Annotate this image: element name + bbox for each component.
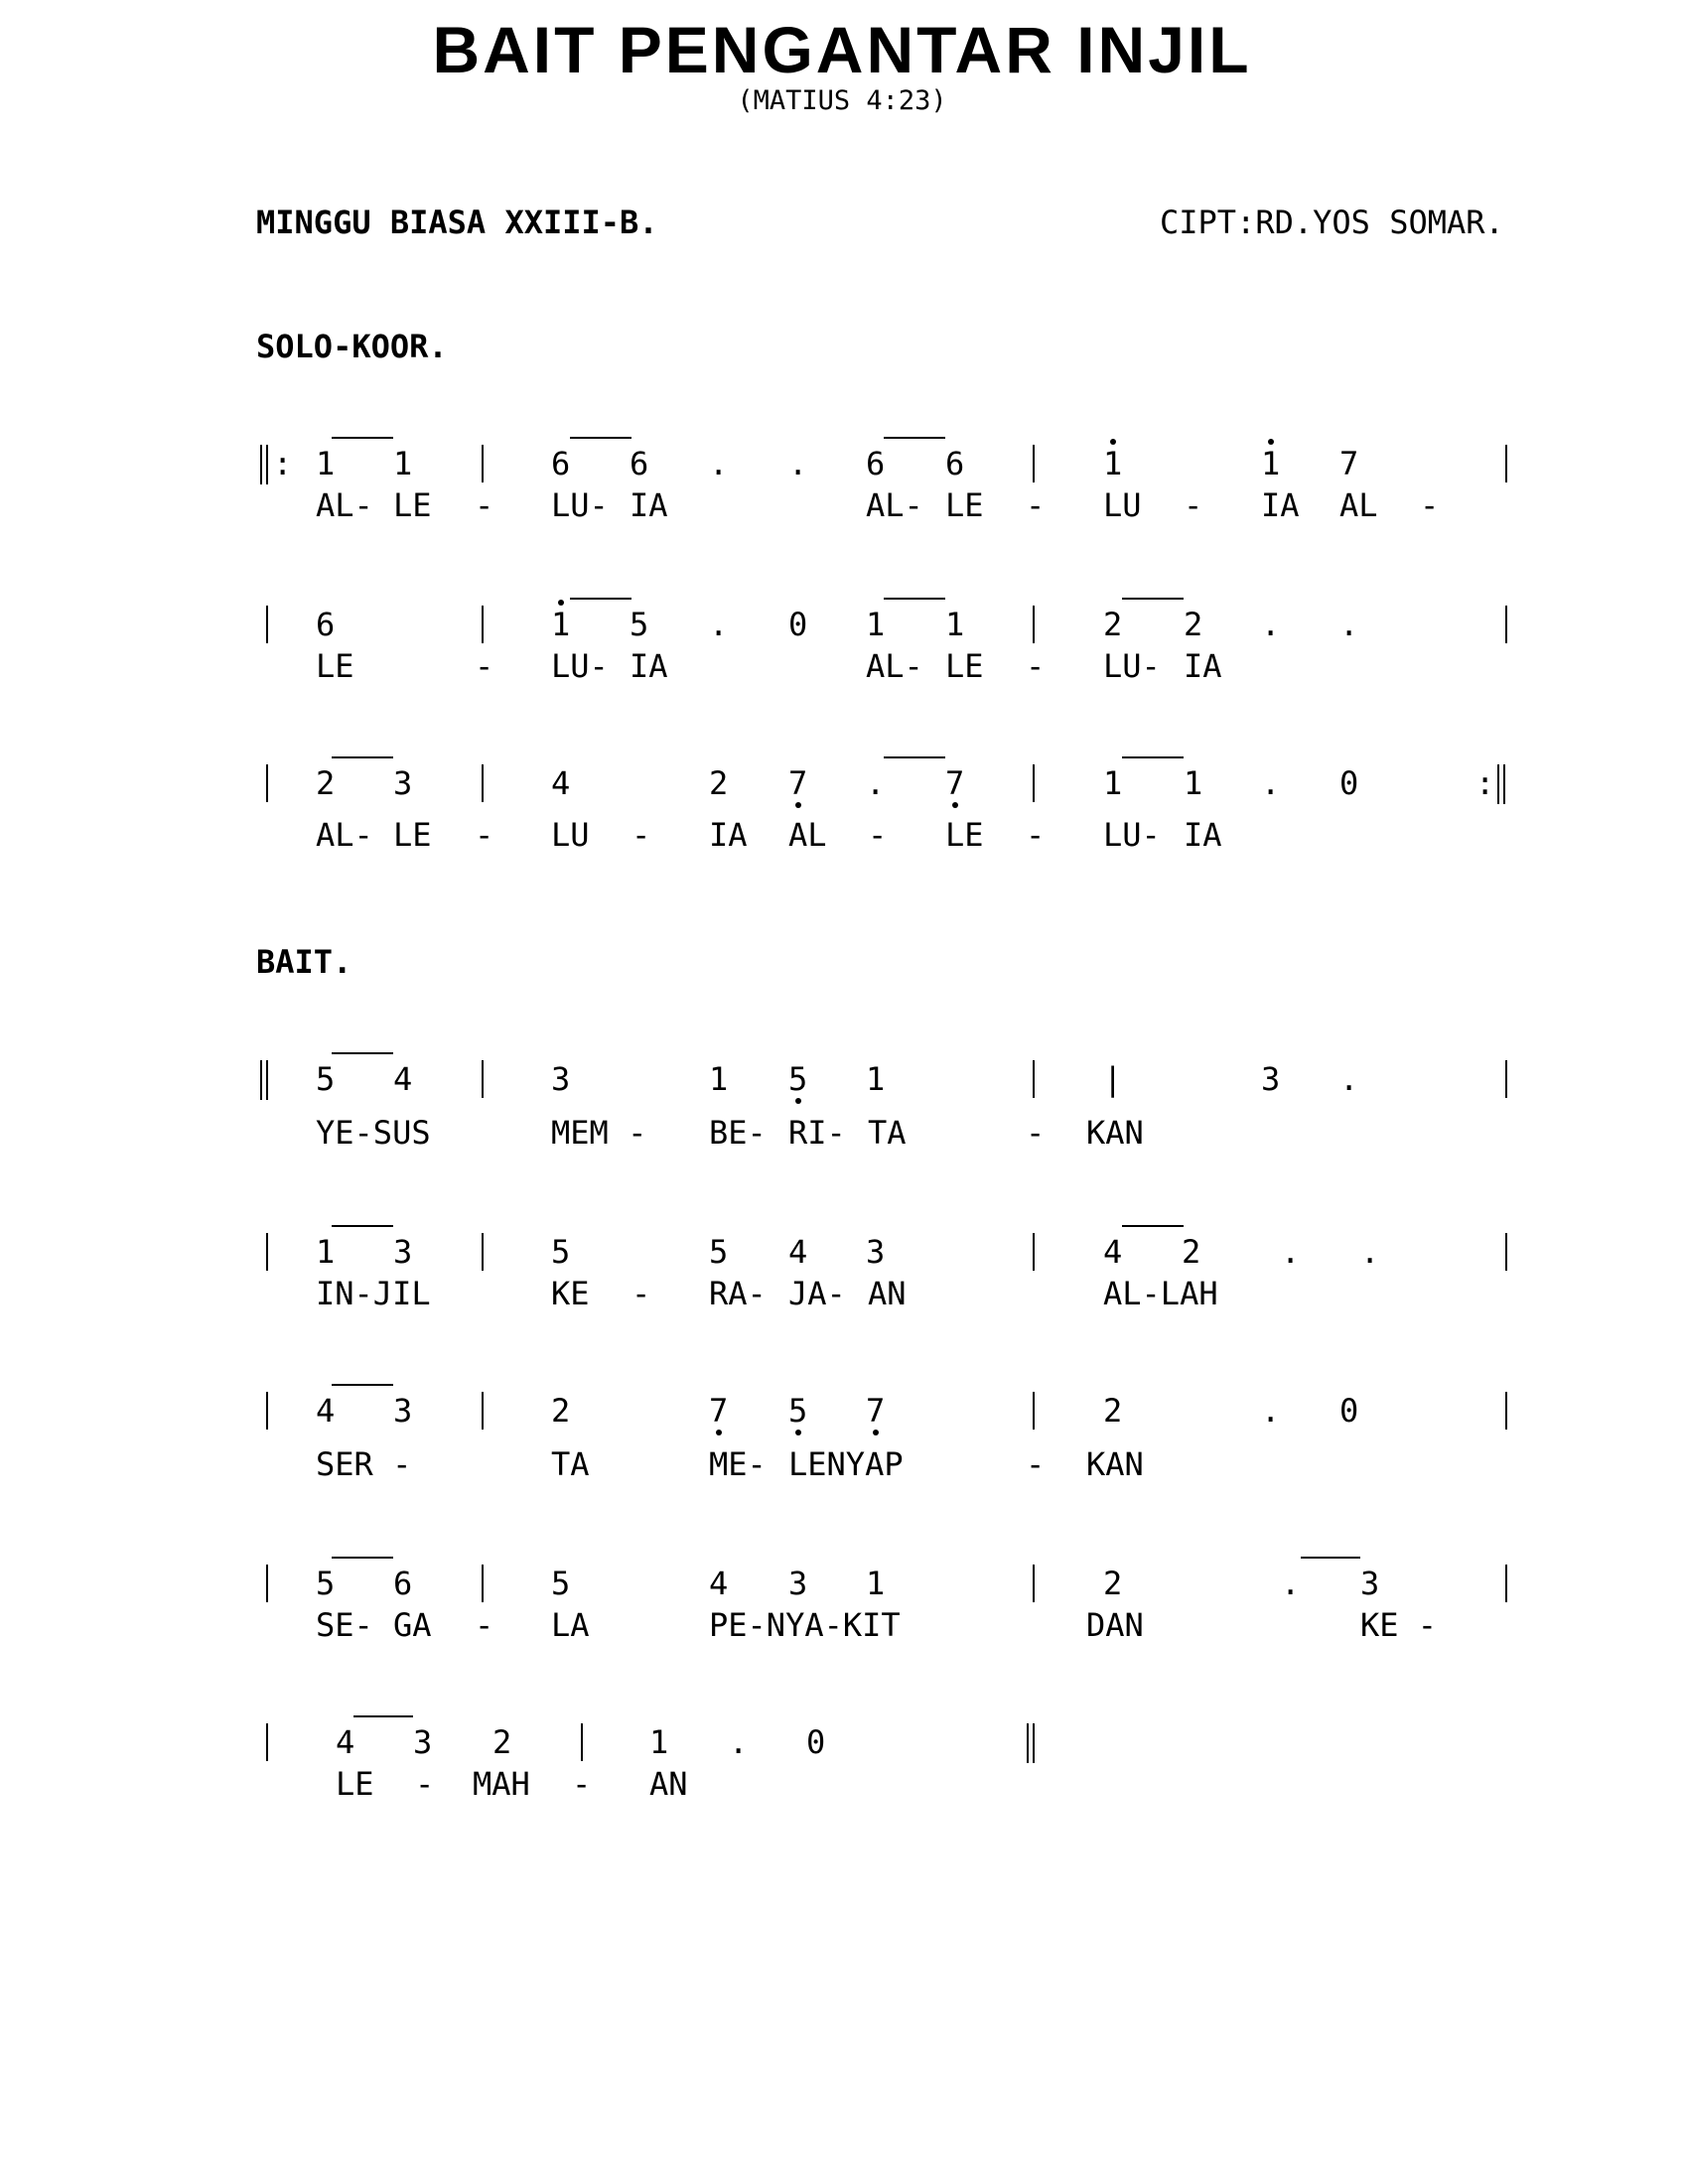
lyric: -: [1420, 486, 1440, 524]
scripture-reference: (MATIUS 4:23): [737, 85, 947, 116]
note: 1: [551, 606, 571, 643]
note: 0: [788, 606, 808, 643]
note: 4: [316, 1392, 336, 1430]
note: 6: [316, 606, 336, 643]
note: 4: [1103, 1233, 1123, 1271]
note: 5: [551, 1565, 571, 1602]
note: 4: [336, 1723, 355, 1761]
note: .: [1339, 1060, 1359, 1098]
lyric: -: [1026, 647, 1046, 685]
note: 4: [393, 1060, 413, 1098]
barline: [266, 1723, 268, 1761]
lyric: LENYAP: [788, 1445, 904, 1483]
beam: [884, 598, 945, 600]
note: 2: [1103, 1392, 1123, 1430]
barline: [266, 606, 268, 643]
barline: [581, 1723, 583, 1761]
lyric: AL-: [316, 816, 373, 854]
barline: [482, 764, 484, 802]
note: .: [1261, 1392, 1281, 1430]
beam: [1122, 598, 1184, 600]
barline: [1033, 1392, 1035, 1430]
barline: [482, 1565, 484, 1602]
lyric: AL: [788, 816, 827, 854]
note: 1: [649, 1723, 669, 1761]
barline: [1505, 1060, 1507, 1098]
repeat-start-barline: [260, 445, 268, 484]
low-octave-dot: [716, 1430, 722, 1435]
lyric: IA: [1184, 816, 1222, 854]
lyric: DAN: [1086, 1606, 1144, 1644]
lyric: -: [475, 816, 494, 854]
note: 4: [788, 1233, 808, 1271]
note: 1: [866, 606, 886, 643]
barline: [266, 1233, 268, 1271]
note: 7: [866, 1392, 886, 1430]
repeat-end-barline: [1497, 764, 1505, 804]
lyric: MEM -: [551, 1114, 647, 1152]
note: .: [1281, 1565, 1301, 1602]
lyric: LU-: [551, 486, 609, 524]
beam: [884, 756, 945, 758]
occasion-label: MINGGU BIASA XXIII-B.: [256, 204, 658, 241]
note: 2: [1103, 1565, 1123, 1602]
note: 5: [551, 1233, 571, 1271]
barline: [482, 606, 484, 643]
note: 7: [1339, 445, 1359, 482]
barline: [482, 1060, 484, 1098]
note: 5: [316, 1565, 336, 1602]
note: 2: [316, 764, 336, 802]
note: 5: [316, 1060, 336, 1098]
lyric: IA: [709, 816, 748, 854]
lyric: PE-NYA-KIT: [709, 1606, 901, 1644]
lyric: LE: [945, 816, 984, 854]
barline: [482, 445, 484, 482]
note: 4: [709, 1565, 729, 1602]
note: 3: [393, 1392, 413, 1430]
lyric: KAN: [1086, 1114, 1144, 1152]
note: 2: [1182, 1233, 1201, 1271]
note: 6: [945, 445, 965, 482]
lyric: IA: [1184, 647, 1222, 685]
lyric: RI-: [788, 1114, 846, 1152]
lyric: -: [632, 1275, 651, 1312]
lyric: LE: [393, 486, 432, 524]
note: 3: [1360, 1565, 1380, 1602]
lyric: KE: [551, 1275, 590, 1312]
high-octave-dot: [558, 600, 564, 606]
staff-3: [0, 764, 1684, 884]
barline: [266, 764, 268, 802]
repeat-colon: :: [1475, 764, 1495, 802]
barline: [1505, 445, 1507, 482]
beam: [332, 1052, 393, 1054]
note: 1: [316, 445, 336, 482]
note: 1: [1103, 764, 1123, 802]
lyric: MAH: [473, 1765, 530, 1803]
note: 1: [866, 1060, 886, 1098]
low-octave-dot: [795, 1098, 801, 1104]
staff-1: [0, 445, 1684, 564]
beam: [332, 437, 393, 439]
note: 3: [413, 1723, 433, 1761]
lyric: LE: [393, 816, 432, 854]
note: 1: [945, 606, 965, 643]
note: 5: [788, 1392, 808, 1430]
note: 1: [316, 1233, 336, 1271]
lyric: IA: [1261, 486, 1300, 524]
composer-label: CIPT:RD.YOS SOMAR.: [1160, 204, 1504, 241]
beam: [884, 437, 945, 439]
barline: [482, 1392, 484, 1430]
lyric: TA: [868, 1114, 907, 1152]
note: 3: [393, 764, 413, 802]
note: 7: [945, 764, 965, 802]
note: 5: [630, 606, 649, 643]
lyric: SER -: [316, 1445, 412, 1483]
song-title: BAIT PENGANTAR INJIL: [432, 13, 1252, 86]
lyric: AL-LAH: [1103, 1275, 1218, 1312]
barline: [1033, 1060, 1035, 1098]
low-octave-dot: [952, 802, 958, 808]
barline: [1033, 445, 1035, 482]
low-octave-dot: [873, 1430, 879, 1435]
note: 1: [866, 1565, 886, 1602]
lyric: AN: [649, 1765, 688, 1803]
note: .: [709, 445, 729, 482]
note: 2: [709, 764, 729, 802]
lyric: LU-: [1103, 816, 1161, 854]
lyric: IN-JIL: [316, 1275, 431, 1312]
lyric: LE: [945, 486, 984, 524]
lyric: KE -: [1360, 1606, 1438, 1644]
final-double-barline: [1027, 1723, 1035, 1763]
note: 1: [709, 1060, 729, 1098]
note: .: [788, 445, 808, 482]
lyric: LE: [945, 647, 984, 685]
beam: [332, 1557, 393, 1559]
note: 6: [866, 445, 886, 482]
lyric: IA: [630, 486, 668, 524]
lyric: AL-: [866, 486, 923, 524]
note: 2: [1103, 606, 1123, 643]
lyric: BE-: [709, 1114, 767, 1152]
staff-6: [0, 1392, 1684, 1511]
staff-7: [0, 1565, 1684, 1684]
staff-8: [0, 1723, 1684, 1843]
lyric: RA-: [709, 1275, 767, 1312]
note: .: [1339, 606, 1359, 643]
note: .: [1261, 764, 1281, 802]
lyric: ME-: [709, 1445, 767, 1483]
note: 2: [492, 1723, 512, 1761]
lyric: LU-: [551, 647, 609, 685]
barline: [1033, 1565, 1035, 1602]
barline: [1505, 606, 1507, 643]
lyric: LE: [316, 647, 354, 685]
note: |: [1103, 1060, 1123, 1098]
lyric: LU: [1103, 486, 1142, 524]
beam: [570, 598, 632, 600]
barline: [266, 1392, 268, 1430]
barline: [266, 1565, 268, 1602]
barline: [1505, 1565, 1507, 1602]
note: .: [1261, 606, 1281, 643]
beam: [1301, 1557, 1360, 1559]
note: 0: [1339, 1392, 1359, 1430]
lyric: -: [1026, 1114, 1046, 1152]
note: 0: [806, 1723, 826, 1761]
high-octave-dot: [1110, 439, 1116, 445]
lyric: -: [572, 1765, 592, 1803]
high-octave-dot: [1268, 439, 1274, 445]
lyric: AN: [868, 1275, 907, 1312]
lyric: LA: [551, 1606, 590, 1644]
staff-2: [0, 606, 1684, 725]
lyric: -: [1026, 1445, 1046, 1483]
section-bait: BAIT.: [256, 943, 352, 981]
lyric: LE: [336, 1765, 374, 1803]
note: 3: [788, 1565, 808, 1602]
barline: [1505, 1392, 1507, 1430]
note: 2: [551, 1392, 571, 1430]
lyric: -: [632, 816, 651, 854]
lyric: TA: [551, 1445, 590, 1483]
staff-4: [0, 1060, 1684, 1179]
note: 6: [630, 445, 649, 482]
beam: [1122, 756, 1184, 758]
beam: [353, 1715, 413, 1717]
note: 1: [393, 445, 413, 482]
lyric: AL: [1339, 486, 1378, 524]
low-octave-dot: [795, 1430, 801, 1435]
lyric: GA: [393, 1606, 432, 1644]
barline: [1505, 1233, 1507, 1271]
note: 7: [709, 1392, 729, 1430]
lyric: YE-SUS: [316, 1114, 431, 1152]
note: .: [709, 606, 729, 643]
note: .: [866, 764, 886, 802]
repeat-colon: :: [273, 445, 293, 482]
note: 2: [1184, 606, 1203, 643]
lyric: KAN: [1086, 1445, 1144, 1483]
lyric: -: [475, 486, 494, 524]
lyric: -: [868, 816, 888, 854]
note: .: [1360, 1233, 1380, 1271]
barline: [482, 1233, 484, 1271]
lyric: -: [415, 1765, 435, 1803]
lyric: AL-: [866, 647, 923, 685]
note: 3: [866, 1233, 886, 1271]
note: .: [729, 1723, 749, 1761]
note: 6: [551, 445, 571, 482]
beam: [332, 756, 393, 758]
note: 1: [1184, 764, 1203, 802]
note: 5: [709, 1233, 729, 1271]
lyric: -: [475, 647, 494, 685]
lyric: -: [475, 1606, 494, 1644]
note: 5: [788, 1060, 808, 1098]
note: 4: [551, 764, 571, 802]
low-octave-dot: [795, 802, 801, 808]
note: 3: [1261, 1060, 1281, 1098]
double-barline: [260, 1060, 268, 1100]
lyric: LU-: [1103, 647, 1161, 685]
barline: [1033, 1233, 1035, 1271]
beam: [570, 437, 632, 439]
barline: [1033, 606, 1035, 643]
beam: [1122, 1225, 1184, 1227]
beam: [332, 1384, 393, 1386]
note: 1: [1103, 445, 1123, 482]
lyric: LU: [551, 816, 590, 854]
note: 0: [1339, 764, 1359, 802]
lyric: JA-: [788, 1275, 846, 1312]
lyric: IA: [630, 647, 668, 685]
note: .: [1281, 1233, 1301, 1271]
note: 3: [393, 1233, 413, 1271]
note: 3: [551, 1060, 571, 1098]
lyric: -: [1026, 816, 1046, 854]
note: 7: [788, 764, 808, 802]
lyric: -: [1026, 486, 1046, 524]
beam: [332, 1225, 393, 1227]
barline: [1033, 764, 1035, 802]
note: 1: [1261, 445, 1281, 482]
section-solo-koor: SOLO-KOOR.: [256, 328, 448, 365]
lyric: SE-: [316, 1606, 373, 1644]
note: 6: [393, 1565, 413, 1602]
staff-5: [0, 1233, 1684, 1352]
lyric: AL-: [316, 486, 373, 524]
lyric: -: [1184, 486, 1203, 524]
